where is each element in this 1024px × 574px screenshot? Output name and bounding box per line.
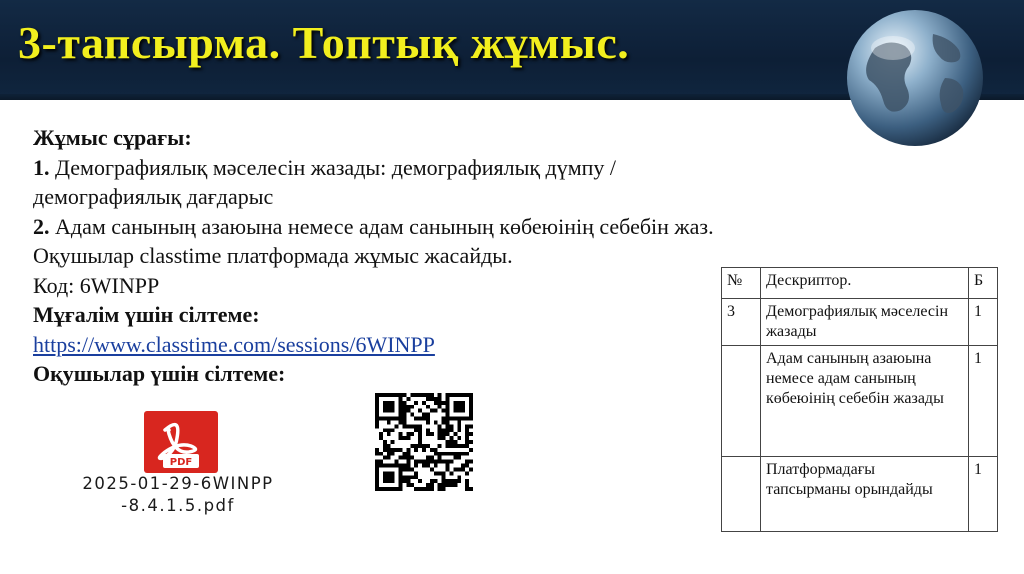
teacher-link-label: Мұғалім үшін сілтеме: [33,302,260,327]
row-descriptor: Демографиялық мәселесін жазады [761,299,969,346]
task-item-1-number: 1. [33,154,50,180]
file-name-line-2: -8.4.1.5.pdf [121,496,235,515]
file-name-line-1: 2025-01-29-6WINPP [82,474,274,493]
row-number [722,457,761,532]
table-row [722,457,998,532]
table-header-row [722,268,998,299]
student-link-label: Оқушылар үшін сілтеме: [33,361,286,386]
platform-line: Оқушылар classtime платформада жұмыс жасайды. [33,243,513,268]
task-item-2 [33,212,853,242]
row-score: 1 [969,457,998,532]
task-item-1-text: Демографиялық мәселесін жазады: демографиялық дүмпу / [49,154,617,180]
slide-title: 3-тапсырма. Топтық жұмыс. [18,17,630,68]
row-score: 1 [969,346,998,457]
pdf-icon-label: PDF [169,457,193,468]
question-heading: Жұмыс сұрағы: [33,125,192,150]
header-score: Б [969,268,998,299]
row-number: 3 [722,299,761,346]
teacher-link[interactable]: https://www.classtime.com/sessions/6WINPP [33,331,435,357]
header-descriptor: Дескриптор. [761,268,969,299]
table-row [722,346,998,457]
code-line: Код: 6WINPP [33,272,160,298]
row-descriptor: Платформадағы тапсырманы орындайды [761,457,969,532]
attachment-file-name[interactable] [28,473,328,517]
descriptor-table [721,267,998,532]
pdf-icon[interactable] [143,410,219,474]
row-descriptor: Адам санының азаюына немесе адам санының көбеюінің себебін жазады [761,346,969,457]
task-item-1 [33,153,853,183]
task-item-1-continued: демографиялық дағдарыс [33,184,274,209]
row-number [722,346,761,457]
table-row [722,299,998,346]
row-score: 1 [969,299,998,346]
task-item-2-number: 2. [33,213,50,239]
qr-code-icon[interactable] [375,393,473,491]
task-item-2-text: Адам санының азаюына немесе адам санының көбеюінің себебін жаз. [49,213,714,239]
header-number: № [722,268,761,299]
